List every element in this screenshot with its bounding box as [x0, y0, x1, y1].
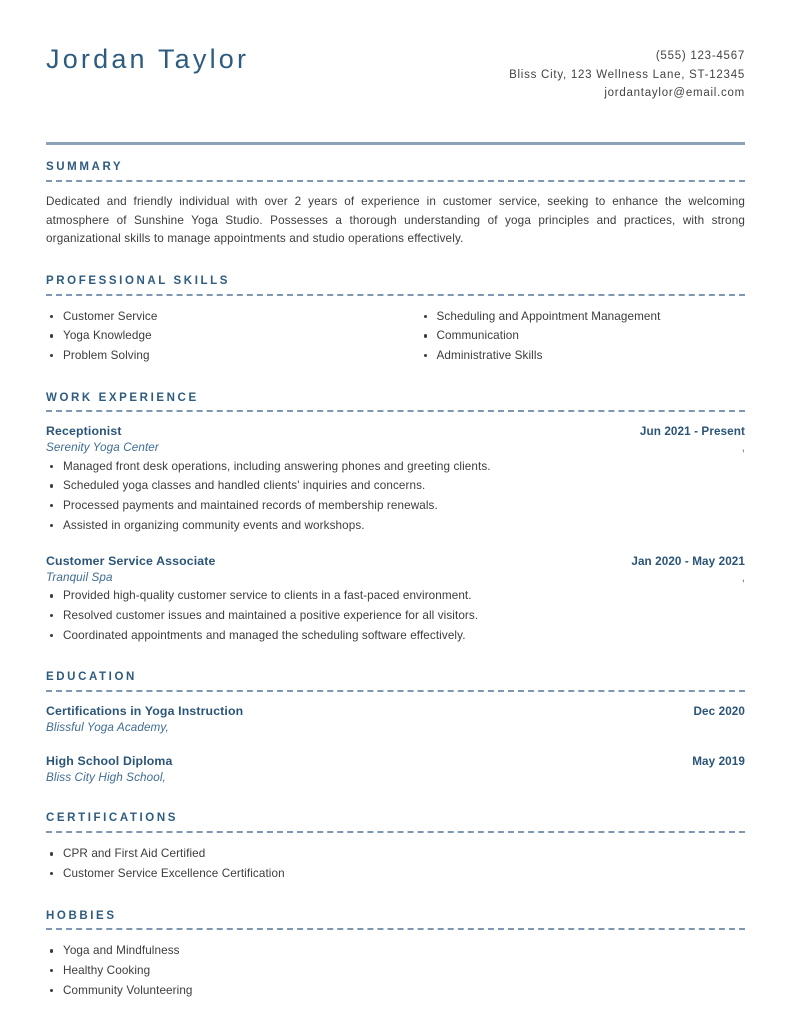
job-title: Receptionist — [46, 424, 122, 439]
section-divider-experience — [46, 410, 745, 412]
list-item: Scheduled yoga classes and handled clients' inquiries and concerns. — [46, 476, 745, 496]
list-item: Healthy Cooking — [46, 961, 745, 981]
certifications-list — [46, 844, 745, 883]
list-item: Processed payments and maintained records of membership renewals. — [46, 496, 745, 516]
section-title-skills: PROFESSIONAL SKILLS — [46, 274, 231, 287]
job-title: Customer Service Associate — [46, 554, 216, 569]
hobbies-list — [46, 941, 745, 1000]
experience-entry-header — [46, 423, 745, 440]
section-divider-skills — [46, 294, 745, 296]
skills-column-right — [396, 307, 746, 366]
experience-entry — [46, 553, 745, 645]
experience-entry-subheader — [46, 440, 745, 456]
list-item: Scheduling and Appointment Management — [420, 307, 746, 327]
experience-entry — [46, 423, 745, 535]
list-item: Managed front desk operations, including answering phones and greeting clients. — [46, 457, 745, 477]
list-item: Community Volunteering — [46, 981, 745, 1001]
education-entry — [46, 753, 745, 786]
contact-email: jordantaylor@email.com — [604, 87, 745, 100]
job-date: Jun 2021 - Present — [639, 425, 745, 439]
job-organization: Tranquil Spa — [46, 570, 113, 584]
skills-grid — [46, 307, 745, 366]
summary-text: Dedicated and friendly individual with over 2 years of experience in customer service, seeking to enhance the welcoming atmosphere of Sunshine Yoga Studio. Possesses a thorough understanding of yoga principles and practices, with strong organizational skills to manage appointments and studio operations effectively. — [46, 195, 745, 246]
list-item: Yoga and Mindfulness — [46, 941, 745, 961]
job-location: , — [741, 570, 745, 584]
section-title-education: EDUCATION — [46, 671, 137, 684]
education-entry-header — [46, 753, 745, 770]
section-title-hobbies: HOBBIES — [46, 909, 117, 922]
school-name: Bliss City High School, — [46, 771, 166, 785]
list-item: Assisted in organizing community events and workshops. — [46, 516, 745, 536]
section-title-summary: SUMMARY — [46, 160, 124, 173]
list-item: Yoga Knowledge — [46, 326, 396, 346]
section-title-certifications: CERTIFICATIONS — [46, 812, 179, 825]
list-item: Communication — [420, 326, 746, 346]
section-summary — [46, 161, 745, 249]
list-item: Provided high-quality customer service to clients in a fast-paced environment. — [46, 586, 745, 606]
list-item: Customer Service Excellence Certification — [46, 864, 745, 884]
section-certifications — [46, 812, 745, 883]
section-skills — [46, 275, 745, 366]
list-item: Coordinated appointments and managed the scheduling software effectively. — [46, 626, 745, 646]
section-divider-education — [46, 690, 745, 692]
degree-title: High School Diploma — [46, 754, 173, 769]
experience-entry-subheader — [46, 570, 745, 586]
job-responsibilities — [46, 457, 745, 536]
education-entry — [46, 703, 745, 736]
degree-date: May 2019 — [692, 755, 745, 769]
section-divider-certifications — [46, 831, 745, 833]
candidate-name: Jordan Taylor — [46, 44, 250, 74]
job-responsibilities — [46, 586, 745, 645]
school-name: Blissful Yoga Academy, — [46, 720, 169, 734]
experience-entry-header — [46, 553, 745, 570]
section-education — [46, 671, 745, 786]
resume-header — [46, 0, 745, 103]
list-item: Customer Service — [46, 307, 396, 327]
section-experience — [46, 392, 745, 646]
education-entry-header — [46, 703, 745, 720]
list-item: Resolved customer issues and maintained a positive experience for all visitors. — [46, 606, 745, 626]
contact-phone: (555) 123-4567 — [655, 50, 745, 62]
contact-block — [485, 44, 745, 103]
section-title-experience: WORK EXPERIENCE — [46, 391, 199, 404]
list-item: Problem Solving — [46, 346, 396, 366]
list-item: CPR and First Aid Certified — [46, 844, 745, 864]
header-divider — [46, 142, 745, 145]
section-hobbies — [46, 910, 745, 1001]
list-item: Administrative Skills — [420, 346, 746, 366]
skills-column-left — [46, 307, 396, 366]
section-divider-summary — [46, 180, 745, 182]
section-divider-hobbies — [46, 928, 745, 930]
degree-date: Dec 2020 — [693, 705, 745, 719]
job-organization: Serenity Yoga Center — [46, 441, 159, 455]
job-date: Jan 2020 - May 2021 — [631, 555, 745, 569]
contact-address: Bliss City, 123 Wellness Lane, ST-12345 — [509, 68, 745, 81]
degree-title: Certifications in Yoga Instruction — [46, 704, 244, 719]
job-location: , — [741, 441, 745, 455]
